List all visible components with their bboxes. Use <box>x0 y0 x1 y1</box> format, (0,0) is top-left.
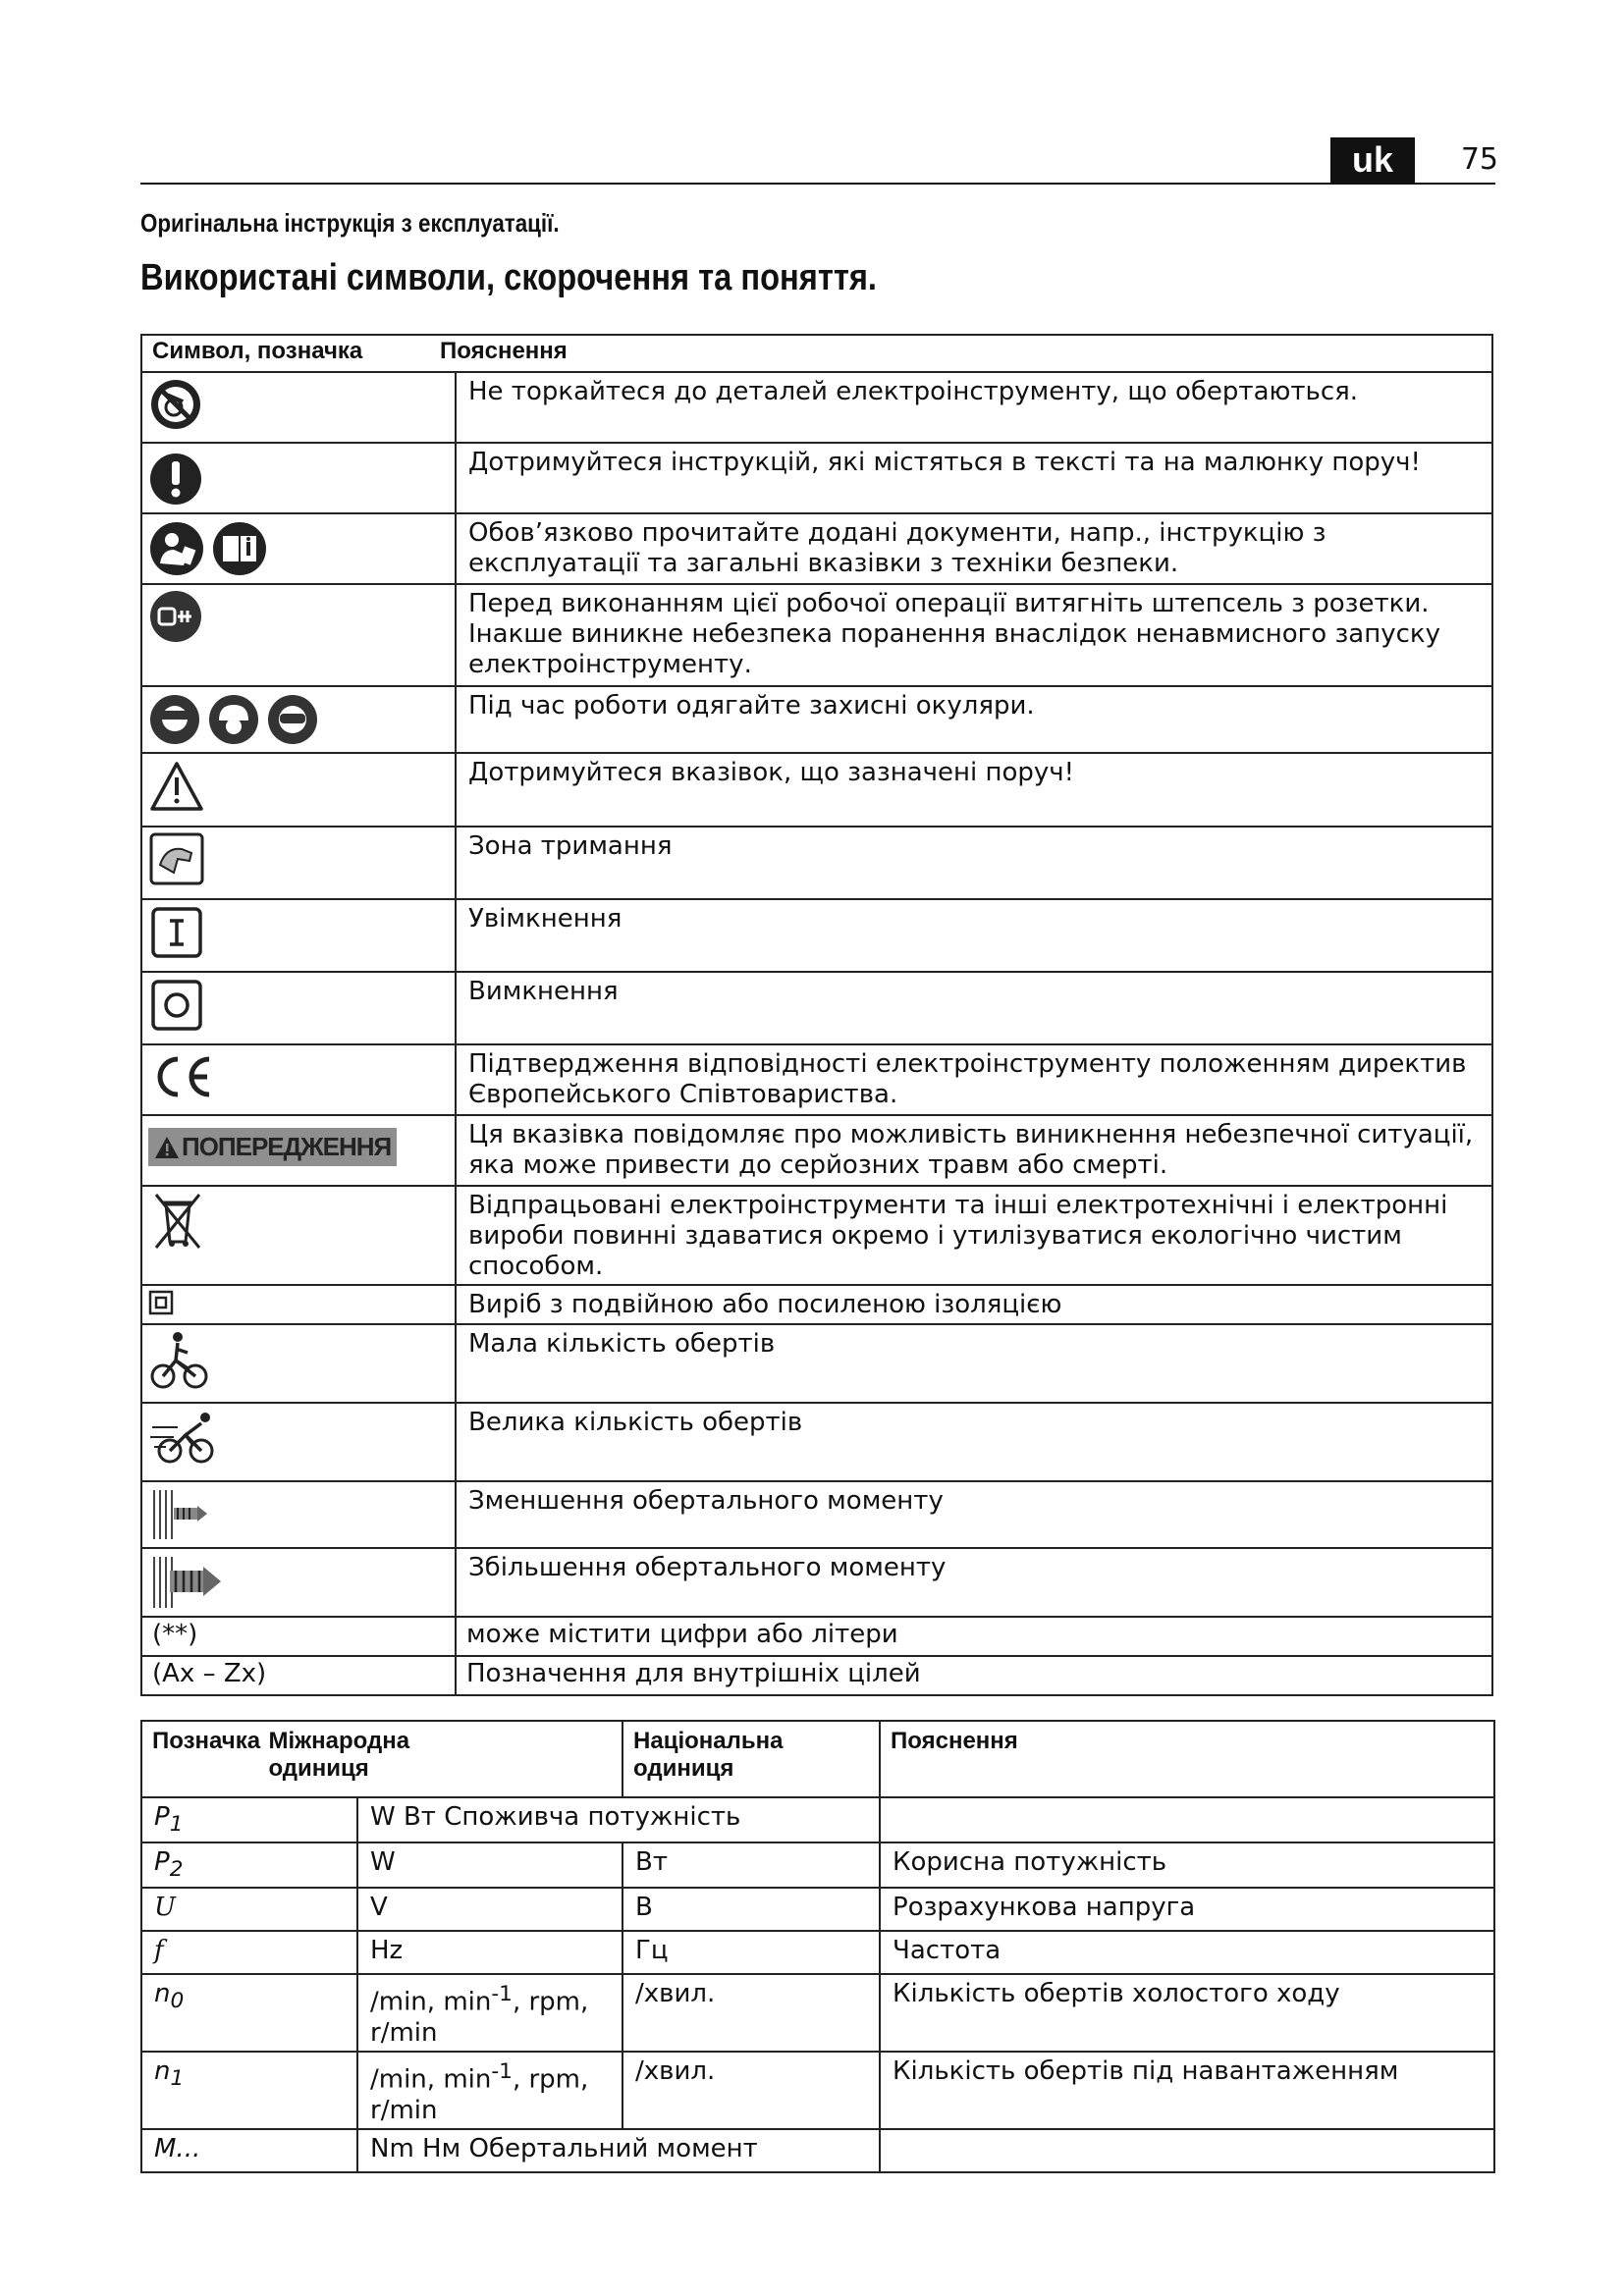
symbol-cell: (**) <box>141 1617 456 1656</box>
explanation-cell: Вимкнення <box>456 972 1492 1044</box>
units-table <box>140 1720 1495 2173</box>
explanation-cell: Збільшення обертального моменту <box>456 1548 1492 1617</box>
symbol-cell <box>141 443 456 513</box>
explanation-cell: Кількість обертів холостого ходу <box>880 1974 1494 2052</box>
symbol-cell: $n_0$ <box>141 1974 357 2052</box>
symbol-cell <box>141 1285 456 1324</box>
table-row <box>141 1656 1492 1695</box>
explanation-cell: Підтвердження відповідності електроінструменту положенням директив Європейського Співтовариства. <box>456 1044 1492 1115</box>
table-row <box>141 899 1492 972</box>
small-screw-icon <box>148 1486 215 1543</box>
symbol-cell: M... <box>141 2129 357 2172</box>
symbol-cell <box>141 1403 456 1481</box>
table-row <box>141 1842 1494 1888</box>
large-screw-icon <box>148 1553 227 1612</box>
table-row <box>141 686 1492 753</box>
no-touch-rotating-icon <box>148 377 203 432</box>
weee-bin-icon <box>148 1191 207 1250</box>
symbol-cell <box>141 899 456 972</box>
symbol-cell <box>141 827 456 899</box>
national-unit-cell: Вт <box>623 1842 880 1888</box>
table-row <box>141 1974 1494 2052</box>
table-row <box>141 972 1492 1044</box>
symbol-cell <box>141 1481 456 1548</box>
symbol-cell <box>141 686 456 753</box>
intl-unit-cell: V <box>357 1888 623 1931</box>
header-rule <box>140 137 1495 185</box>
symbol-cell <box>141 1115 456 1186</box>
symbol-cell <box>141 1548 456 1617</box>
table-row <box>141 443 1492 513</box>
explanation-cell: Зменшення обертального моменту <box>456 1481 1492 1548</box>
header-national-unit: Національна одиниця <box>623 1721 880 1797</box>
symbol-cell: (Ax – Zx) <box>141 1656 456 1695</box>
page-title: Використані символи, скорочення та поняття. <box>140 257 878 298</box>
explanation-cell: Мала кількість обертів <box>456 1324 1492 1403</box>
helmet-icon <box>207 693 260 746</box>
explanation-cell: може містити цифри або літери <box>456 1617 1492 1656</box>
symbol-cell <box>141 972 456 1044</box>
table-row <box>141 1115 1492 1186</box>
table-row <box>141 1324 1492 1403</box>
explanation-cell <box>880 1797 1494 1842</box>
explanation-cell: Увімкнення <box>456 899 1492 972</box>
slow-bike-icon <box>148 1329 211 1392</box>
table-row <box>141 753 1492 827</box>
warning-triangle-icon <box>148 758 205 815</box>
merged-cell: Nm Нм Обертальний момент <box>357 2129 880 2172</box>
table-row <box>141 1888 1494 1931</box>
unplug-icon <box>148 589 203 644</box>
page-number: 75 <box>1460 142 1498 177</box>
national-unit-cell: В <box>623 1888 880 1931</box>
explanation-cell: Позначення для внутрішніх цілей <box>456 1656 1492 1695</box>
explanation-cell: Розрахункова напруга <box>880 1888 1494 1931</box>
table-row <box>141 1931 1494 1974</box>
explanation-cell: Зона тримання <box>456 827 1492 899</box>
explanation-cell: Дотримуйтеся інструкцій, які містяться в тексті та на малюнку поруч! <box>456 443 1492 513</box>
table-row <box>141 584 1492 686</box>
symbol-cell: U <box>141 1888 357 1931</box>
symbol-cell <box>141 584 456 686</box>
warning-badge-label: ПОПЕРЕДЖЕННЯ <box>182 1132 392 1161</box>
table-row <box>141 2052 1494 2129</box>
explanation-cell: Кількість обертів під навантаженням <box>880 2052 1494 2129</box>
symbol-cell <box>141 1186 456 1285</box>
symbol-cell <box>141 1324 456 1403</box>
explanation-cell: Корисна потужність <box>880 1842 1494 1888</box>
table-row <box>141 827 1492 899</box>
symbol-cell: $P_2$ <box>141 1842 357 1888</box>
symbol-cell: $n_1$ <box>141 2052 357 2129</box>
header-explanation: Пояснення <box>456 335 1492 372</box>
table-row <box>141 1044 1492 1115</box>
grip-area-icon <box>148 831 205 886</box>
symbol-cell <box>141 753 456 827</box>
double-insulation-icon <box>148 1290 174 1315</box>
explanation-cell: Під час роботи одягайте захисні окуляри. <box>456 686 1492 753</box>
mandatory-instruction-icon <box>148 448 203 507</box>
table-row <box>141 1403 1492 1481</box>
symbol-cell: f <box>141 1931 357 1974</box>
header-symbol: Символ, позначка <box>141 335 456 372</box>
explanation-cell <box>880 2129 1494 2172</box>
table-row <box>141 1548 1492 1617</box>
face-shield-icon <box>148 693 201 746</box>
read-instructions-icon <box>148 520 205 577</box>
table-row <box>141 1186 1492 1285</box>
symbol-cell <box>141 513 456 584</box>
intl-unit-cell: /min, $\min^{-1}$, rpm, r/min <box>357 2052 623 2129</box>
table-header-row <box>141 1721 1494 1797</box>
explanation-cell: Не торкайтеся до деталей електроінструменту, що обертаються. <box>456 372 1492 443</box>
table-row <box>141 1617 1492 1656</box>
switch-on-icon <box>148 904 205 961</box>
document-subtitle: Оригінальна інструкція з експлуатації. <box>140 208 560 238</box>
language-badge: uk <box>1330 137 1415 183</box>
fast-bike-icon <box>148 1408 221 1467</box>
switch-off-icon <box>148 977 205 1034</box>
ce-mark-icon <box>148 1049 217 1104</box>
intl-unit-cell: /min, $\min^{-1}$, rpm, r/min <box>357 1974 623 2052</box>
table-row <box>141 2129 1494 2172</box>
symbol-cell: $P_1$ <box>141 1797 357 1842</box>
table-row <box>141 513 1492 584</box>
explanation-cell: Виріб з подвійною або посиленою ізоляцією <box>456 1285 1492 1324</box>
explanation-cell: Частота <box>880 1931 1494 1974</box>
manual-book-icon <box>211 520 268 577</box>
explanation-cell: Дотримуйтеся вказівок, що зазначені поруч! <box>456 753 1492 827</box>
explanation-cell: Велика кількість обертів <box>456 1403 1492 1481</box>
table-row <box>141 1481 1492 1548</box>
intl-unit-cell: W <box>357 1842 623 1888</box>
explanation-cell: Перед виконанням цієї робочої операції витягніть штепсель з розетки. Інакше виникне небезпека поранення внаслідок ненавмисного запуску електроінструменту. <box>456 584 1492 686</box>
warning-badge <box>148 1128 397 1166</box>
national-unit-cell: Гц <box>623 1931 880 1974</box>
explanation-cell: Обов’язково прочитайте додані документи, напр., інструкцію з експлуатації та загальні вказівки з техніки безпеки. <box>456 513 1492 584</box>
header-designation: Позначка Міжнародна одиниця <box>141 1721 623 1797</box>
national-unit-cell: /хвил. <box>623 1974 880 2052</box>
intl-unit-cell: Hz <box>357 1931 623 1974</box>
warning-small-icon <box>154 1136 180 1159</box>
table-header-row <box>141 335 1492 372</box>
goggles-icon <box>266 693 319 746</box>
merged-cell: W Вт Споживча потужність <box>357 1797 880 1842</box>
symbol-cell <box>141 1044 456 1115</box>
symbols-table <box>140 334 1493 1696</box>
table-row <box>141 372 1492 443</box>
table-row <box>141 1285 1492 1324</box>
explanation-cell: Ця вказівка повідомляє про можливість виникнення небезпечної ситуації, яка може привести до серйозних травм або смерті. <box>456 1115 1492 1186</box>
header-explanation: Пояснення <box>880 1721 1494 1797</box>
national-unit-cell: /хвил. <box>623 2052 880 2129</box>
symbol-cell <box>141 372 456 443</box>
explanation-cell: Відпрацьовані електроінструменти та інші електротехнічні і електронні вироби повинні здаватися окремо і утилізуватися екологічно чистим способом. <box>456 1186 1492 1285</box>
table-row <box>141 1797 1494 1842</box>
